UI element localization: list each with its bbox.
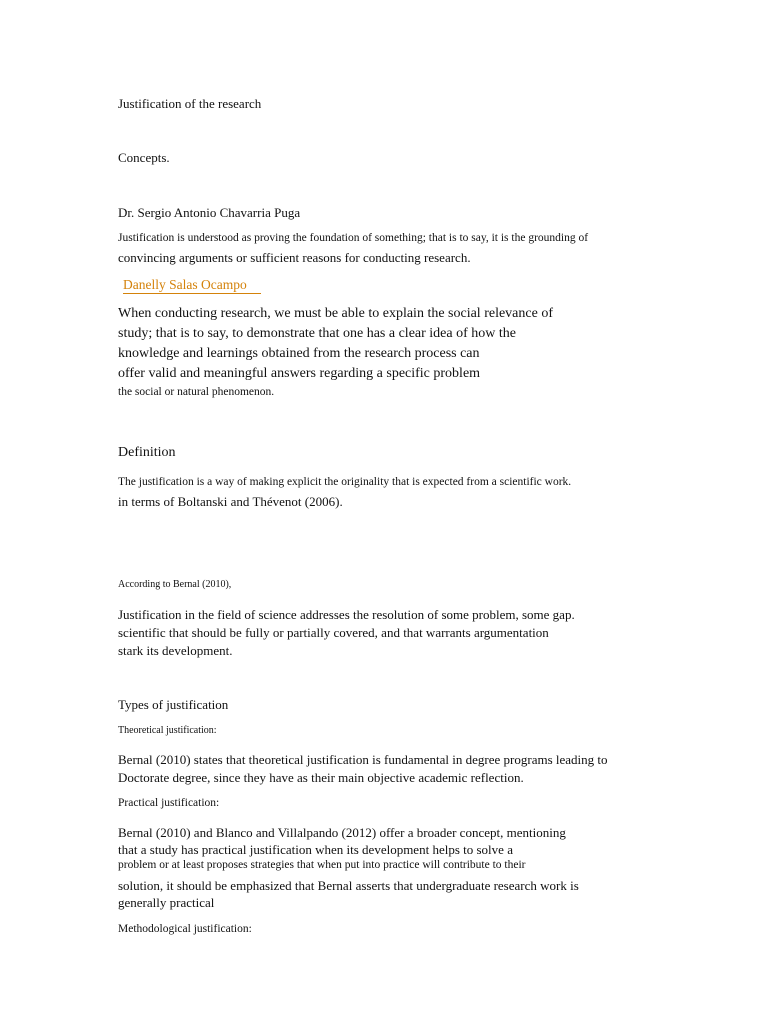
paragraph-line: the social or natural phenomenon. [118,386,275,398]
paragraph-line: solution, it should be emphasized that Bernal asserts that undergraduate research work is [118,878,579,893]
author-link[interactable]: Danelly Salas Ocampo [123,278,261,294]
paragraph-line: When conducting research, we must be able to explain the social relevance of [118,306,553,321]
paragraph-line: Justification is understood as proving the foundation of something; that is to say, it is the grounding of [118,232,589,244]
paragraph-line: The justification is a way of making explicit the originality that is expected from a scientific work. [118,476,572,488]
paragraph-line: According to Bernal (2010), [118,579,232,590]
paragraph-line: offer valid and meaningful answers regarding a specific problem [118,366,481,381]
subsection-heading: Theoretical justification: [118,725,217,736]
concepts-heading: Concepts. [118,150,170,165]
paragraph-line: study; that is to say, to demonstrate that one has a clear idea of how the [118,326,516,341]
paragraph-line: stark its development. [118,643,233,658]
paragraph-line: Bernal (2010) states that theoretical justification is fundamental in degree programs leading to [118,752,608,767]
paragraph-line: Doctorate degree, since they have as their main objective academic reflection. [118,770,524,785]
paragraph-line: Justification in the field of science addresses the resolution of some problem, some gap. [118,607,575,622]
paragraph-line: generally practical [118,895,215,910]
paragraph-line: convincing arguments or sufficient reasons for conducting research. [118,250,471,265]
paragraph-line: Bernal (2010) and Blanco and Villalpando (2012) offer a broader concept, mentioning [118,825,566,840]
paragraph-line: scientific that should be fully or partially covered, and that warrants argumentation [118,625,549,640]
paragraph-line: knowledge and learnings obtained from the research process can [118,346,480,361]
subsection-heading: Methodological justification: [118,923,252,935]
section-heading: Types of justification [118,697,229,712]
document-title: Justification of the research [118,96,262,111]
paragraph-line: that a study has practical justification when its development helps to solve a [118,842,513,857]
paragraph-line: problem or at least proposes strategies that when put into practice will contribute to their [118,859,526,871]
subsection-heading: Practical justification: [118,797,220,809]
author-name: Dr. Sergio Antonio Chavarria Puga [118,205,301,220]
section-heading: Definition [118,445,176,460]
paragraph-line: in terms of Boltanski and Thévenot (2006). [118,494,343,509]
